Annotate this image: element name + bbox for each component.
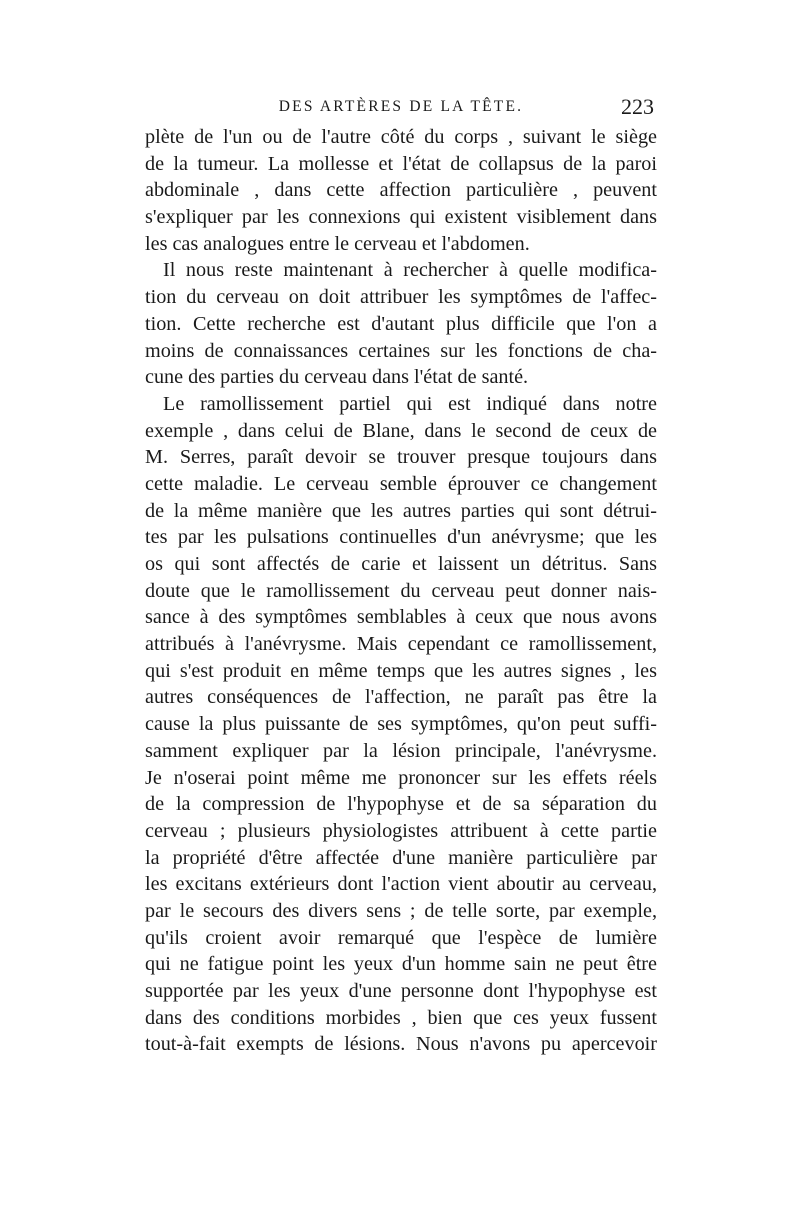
text-line: les cas analogues entre le cerveau et l'abdomen. [145, 232, 530, 255]
text-line: s'expliquer par les connexions qui existent visiblement dans [145, 206, 657, 229]
text-line: Le ramollissement partiel qui est indiqué dans notre [163, 392, 657, 415]
text-line: cerveau ; plusieurs physiologistes attribuent à cette partie [145, 819, 657, 842]
text-line: Je n'oserai point même me prononcer sur les effets réels [145, 766, 657, 789]
text-line: exemple , dans celui de Blane, dans le second de ceux de [145, 419, 657, 442]
text-line: qu'ils croient avoir remarqué que l'espèce de lumière [145, 926, 657, 949]
text-line: cette maladie. Le cerveau semble éprouver ce changement [145, 472, 657, 495]
text-line: de la même manière que les autres parties qui sont détrui- [145, 499, 657, 522]
text-line: moins de connaissances certaines sur les fonctions de cha- [145, 339, 657, 362]
text-line: os qui sont affectés de carie et laissent un détritus. Sans [145, 553, 657, 575]
text-line: cause la plus puissante de ses symptômes, qu'on peut suffi- [145, 713, 657, 736]
running-head [148, 94, 654, 124]
text-line: dans des conditions morbides , bien que ces yeux fussent [145, 1006, 657, 1029]
text-line: Il nous reste maintenant à rechercher à quelle modifica- [163, 259, 657, 282]
page-number: 223 [621, 94, 654, 119]
text-line: M. Serres, paraît devoir se trouver presque toujours dans [145, 446, 657, 469]
running-title: DES ARTÈRES DE LA TÊTE. [278, 98, 524, 115]
text-line: plète de l'un ou de l'autre côté du corps , suivant le siège [145, 126, 657, 148]
text-line: autres conséquences de l'affection, ne paraît pas être la [145, 686, 657, 709]
text-line: doute que le ramollissement du cerveau peut donner nais- [145, 579, 657, 602]
text-line: tion. Cette recherche est d'autant plus difficile que l'on a [145, 312, 657, 335]
text-line: qui s'est produit en même temps que les autres signes , les [145, 659, 657, 682]
text-line: abdominale , dans cette affection particulière , peuvent [145, 179, 657, 202]
text-line: cune des parties du cerveau dans l'état de santé. [145, 366, 529, 389]
text-line: la propriété d'être affectée d'une manière particulière par [145, 846, 657, 869]
text-line: supportée par les yeux d'une personne dont l'hypophyse est [145, 980, 657, 1002]
text-line: de la compression de l'hypophyse et de sa séparation du [145, 793, 657, 816]
text-line: attribués à l'anévrysme. Mais cependant ce ramollissement, [145, 633, 657, 656]
text-line: qui ne fatigue point les yeux d'un homme sain ne peut être [145, 953, 657, 976]
text-line: tout-à-fait exempts de lésions. Nous n'avons pu apercevoir [145, 1033, 657, 1056]
text-line: par le secours des divers sens ; de telle sorte, par exemple, [145, 899, 657, 922]
text-line: tes par les pulsations continuelles d'un anévrysme; que les [145, 526, 657, 549]
text-line: sance à des symptômes semblables à ceux que nous avons [145, 606, 657, 629]
text-line: les excitans extérieurs dont l'action vient aboutir au cerveau, [145, 873, 657, 896]
text-line: samment expliquer par la lésion principale, l'anévrysme. [145, 739, 657, 762]
body-text [145, 124, 657, 1058]
text-line: tion du cerveau on doit attribuer les symptômes de l'affec- [145, 286, 657, 309]
text-line: de la tumeur. La mollesse et l'état de collapsus de la paroi [145, 152, 657, 175]
